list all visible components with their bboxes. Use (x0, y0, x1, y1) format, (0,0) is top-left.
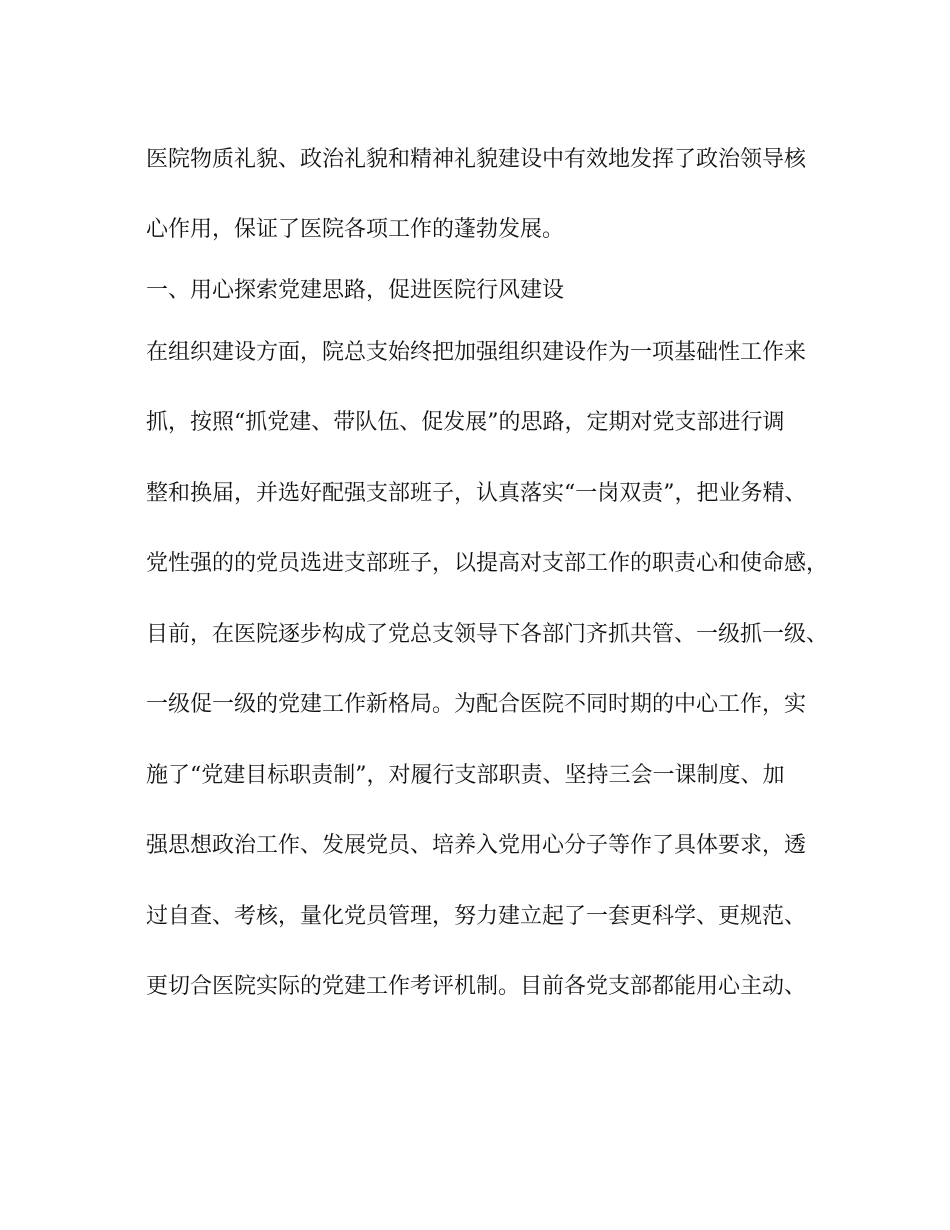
paragraph-line: 党性强的的党员选进支部班子，以提高对支部工作的职责心和使命感， (146, 551, 829, 576)
paragraph-line: 施了“党建目标职责制”，对履行支部职责、坚持三会一课制度、加 (146, 763, 785, 788)
paragraph-line: 心作用，保证了医院各项工作的蓬勃发展。 (146, 217, 565, 242)
paragraph-line: 过自查、考核，量化党员管理，努力建立起了一套更科学、更规范、 (146, 904, 807, 929)
paragraph-line: 强思想政治工作、发展党员、培养入党用心分子等作了具体要求，透 (146, 833, 807, 858)
paragraph-line: 目前，在医院逐步构成了党总支领导下各部门齐抓共管、一级抓一级、 (146, 622, 829, 647)
paragraph-line: 一级促一级的党建工作新格局。为配合医院不同时期的中心工作，实 (146, 692, 807, 717)
section-heading: 一、用心探索党建思路，促进医院行风建设 (146, 278, 565, 303)
paragraph-line: 更切合医院实际的党建工作考评机制。目前各党支部都能用心主动、 (146, 974, 807, 999)
paragraph-line: 整和换届，并选好配强支部班子，认真落实“一岗双责”，把业务精、 (146, 481, 807, 506)
paragraph-line: 医院物质礼貌、政治礼貌和精神礼貌建设中有效地发挥了政治领导核 (146, 147, 807, 172)
paragraph-line: 在组织建设方面，院总支始终把加强组织建设作为一项基础性工作来 (146, 340, 807, 365)
paragraph-line: 抓，按照“抓党建、带队伍、促发展”的思路，定期对党支部进行调 (146, 410, 785, 435)
